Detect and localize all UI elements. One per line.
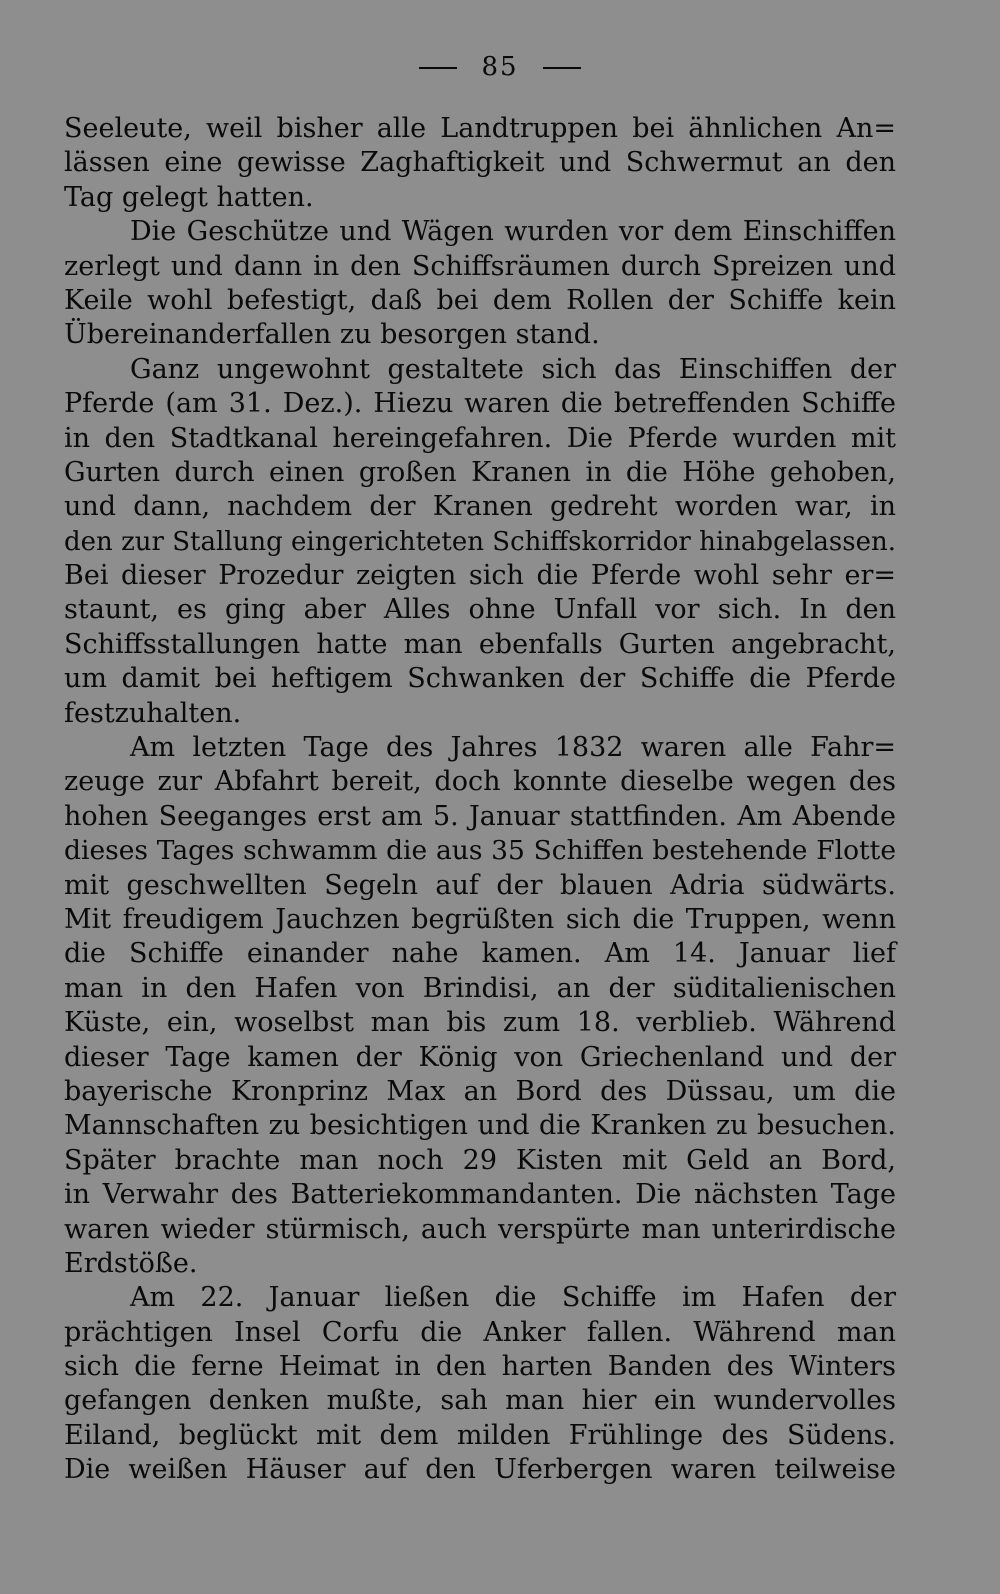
text-line: Eiland, beglückt mit dem milden Frühlinge des Südens. (64, 1419, 896, 1451)
text-line: Tag gelegt hatten. (64, 181, 314, 213)
text-line: Die Geschütze und Wägen wurden vor dem Einschiffen (130, 216, 896, 248)
text-line: mit geschwellten Segeln auf der blauen Adria südwärts. (64, 869, 896, 901)
text-line: Übereinanderfallen zu besorgen stand. (64, 319, 600, 351)
text-line: dieser Tage kamen der König von Griechenland und der (64, 1041, 896, 1073)
text-line: prächtigen Insel Corfu die Anker fallen. Während man (64, 1316, 896, 1348)
text-line: die Schiffe einander nahe kamen. Am 14. Januar lief (64, 938, 896, 970)
text-line: hohen Seeganges erst am 5. Januar stattfinden. Am Abende (64, 800, 896, 832)
text-line: den zur Stallung eingerichteten Schiffskorridor hinabgelassen. (64, 526, 896, 557)
text-line: Später brachte man noch 29 Kisten mit Geld an Bord, (64, 1144, 896, 1176)
text-line: Mannschaften zu besichtigen und die Kranken zu besuchen. (64, 1110, 896, 1142)
text-line: zerlegt und dann in den Schiffsräumen durch Spreizen und (64, 250, 896, 282)
text-line: und dann, nachdem der Kranen gedreht worden war, in (64, 491, 896, 523)
text-line: Keile wohl befestigt, daß bei dem Rollen der Schiffe kein (64, 284, 896, 316)
text-line: Seeleute, weil bisher alle Landtruppen bei ähnlichen An= (64, 113, 896, 144)
text-line: Ganz ungewohnt gestaltete sich das Einschiffen der (130, 353, 896, 385)
text-line: Erdstöße. (64, 1247, 198, 1279)
text-line: Mit freudigem Jauchzen begrüßten sich die Truppen, wenn (64, 903, 896, 935)
text-line: Am letzten Tage des Jahres 1832 waren alle Fahr= (130, 732, 896, 764)
text-line: zeuge zur Abfahrt bereit, doch konnte dieselbe wegen des (64, 766, 896, 798)
page-number-header (0, 52, 1000, 82)
text-line: Bei dieser Prozedur zeigten sich die Pferde wohl sehr er= (64, 560, 896, 592)
header-dash-right (543, 67, 581, 69)
text-line: Gurten durch einen großen Kranen in die Höhe gehoben, (64, 456, 896, 488)
text-line: festzuhalten. (64, 697, 242, 729)
header-dash-left (419, 67, 457, 69)
text-line: bayerische Kronprinz Max an Bord des Düssau, um die (64, 1075, 896, 1107)
text-line: lässen eine gewisse Zaghaftigkeit und Schwermut an den (64, 147, 896, 179)
text-line: um damit bei heftigem Schwanken der Schiffe die Pferde (64, 663, 896, 695)
text-line: Pferde (am 31. Dez.). Hiezu waren die betreffenden Schiffe (64, 388, 896, 420)
text-line: Am 22. Januar ließen die Schiffe im Hafen der (130, 1282, 896, 1314)
text-line: in Verwahr des Batteriekommandanten. Die nächsten Tage (64, 1179, 896, 1211)
text-line: sich die ferne Heimat in den harten Banden des Winters (64, 1351, 896, 1383)
text-line: staunt, es ging aber Alles ohne Unfall vor sich. In den (64, 594, 896, 626)
text-line: in den Stadtkanal hereingefahren. Die Pferde wurden mit (64, 422, 896, 454)
body-text (64, 112, 896, 1488)
page-number: 85 (481, 52, 519, 82)
text-line: gefangen denken mußte, sah man hier ein wundervolles (64, 1385, 896, 1417)
text-line: dieses Tages schwamm die aus 35 Schiffen bestehende Flotte (64, 835, 896, 867)
text-line: Küste, ein, woselbst man bis zum 18. verblieb. Während (64, 1007, 896, 1039)
text-line: waren wieder stürmisch, auch verspürte man unterirdische (64, 1213, 896, 1245)
text-line: Schiffsstallungen hatte man ebenfalls Gurten angebracht, (64, 628, 896, 660)
text-line: man in den Hafen von Brindisi, an der süditalienischen (64, 972, 896, 1004)
text-line: Die weißen Häuser auf den Uferbergen waren teilweise (64, 1454, 896, 1486)
